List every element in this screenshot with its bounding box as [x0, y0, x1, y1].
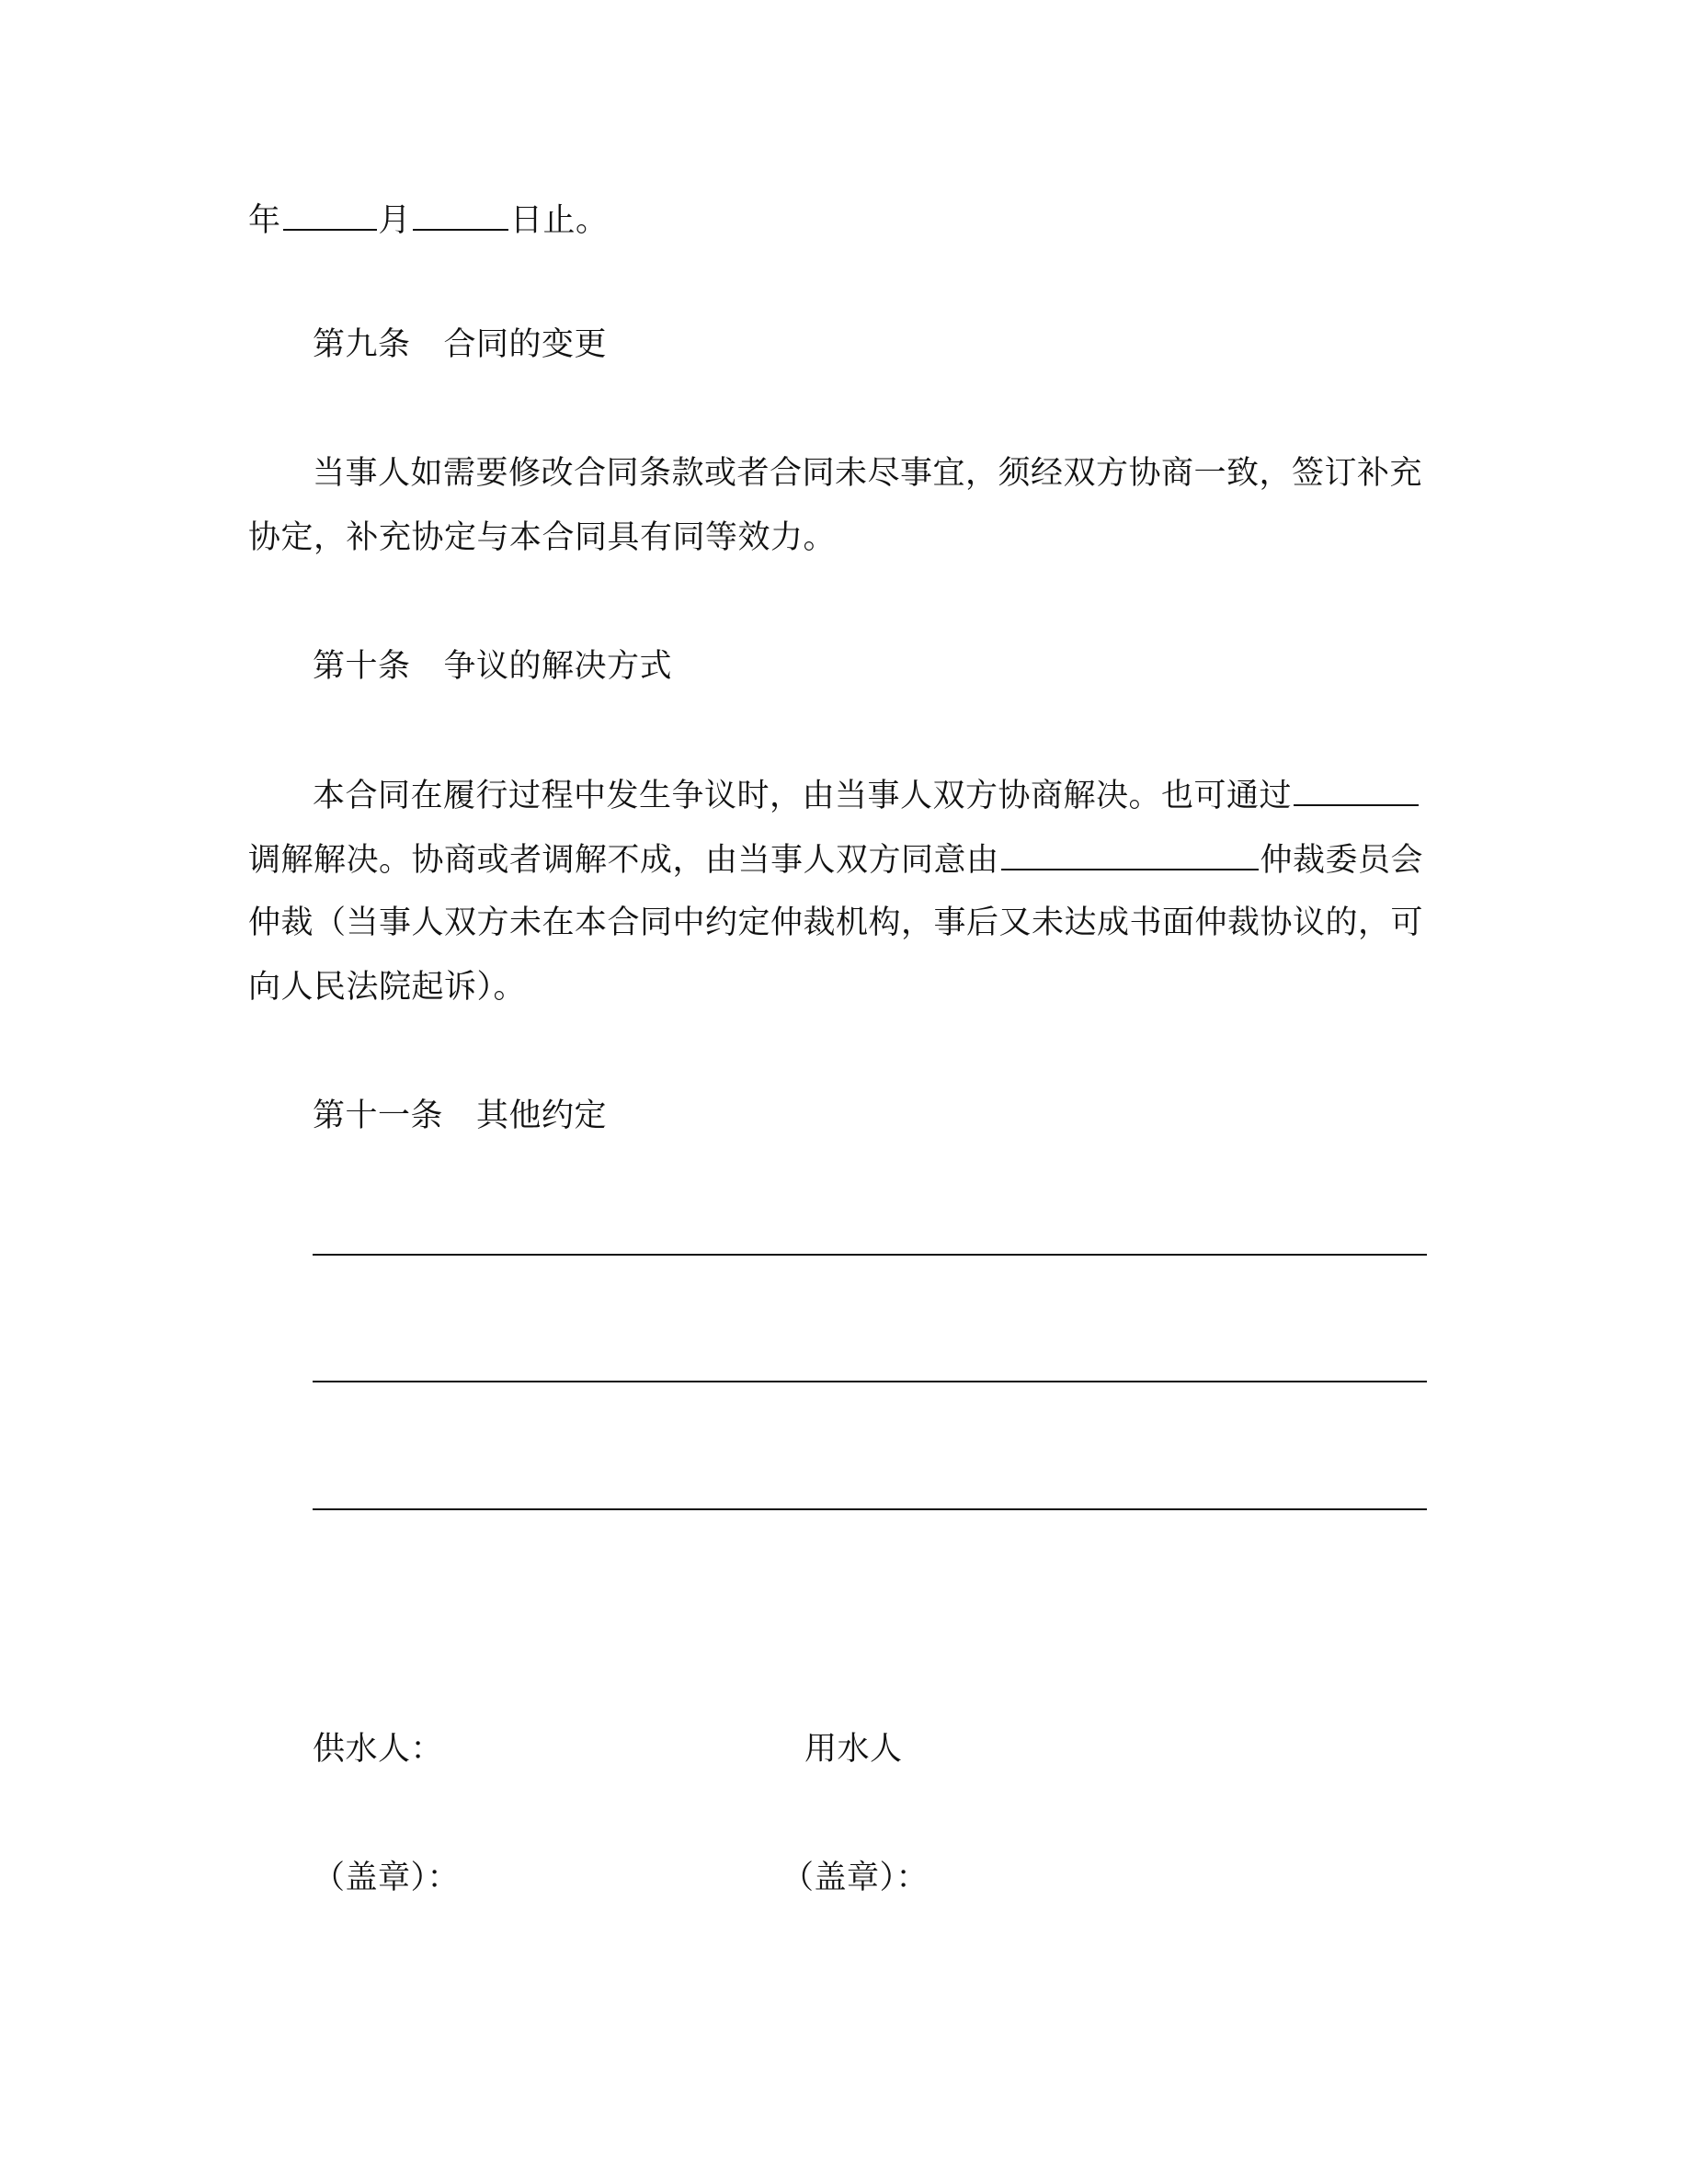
mediation-org-blank[interactable] [1294, 773, 1419, 806]
day-end-label: 日止。 [510, 202, 609, 239]
article10-line2-text-a: 调解解决。协商或者调解不成，由当事人双方同意由 [248, 842, 999, 879]
other-terms-blank-line-3[interactable] [313, 1508, 1427, 1510]
user-seal: （盖章）： [781, 1860, 930, 1896]
article10-title: 争议的解决方式 [443, 648, 673, 685]
article9-heading [313, 323, 607, 367]
date-end-line [248, 198, 609, 243]
other-terms-blank-line-1[interactable] [313, 1254, 1427, 1256]
supplier-label: 供水人： [313, 1731, 444, 1768]
arbitration-committee-blank[interactable] [1001, 837, 1259, 870]
article10-paragraph-line2 [248, 837, 1423, 882]
article10-line2-text-b: 仲裁委员会 [1260, 842, 1424, 879]
article9-number: 第九条 [313, 326, 411, 363]
article10-heading [313, 644, 672, 688]
day-blank[interactable] [413, 198, 508, 231]
article9-paragraph-line2: 协定，补充协定与本合同具有同等效力。 [248, 519, 837, 556]
article11-title: 其他约定 [476, 1098, 608, 1134]
month-blank[interactable] [283, 198, 377, 231]
article11-number: 第十一条 [313, 1098, 444, 1134]
article10-paragraph-line3: 仲裁（当事人双方未在本合同中约定仲裁机构，事后又未达成书面仲裁协议的，可 [248, 904, 1424, 941]
article9-title: 合同的变更 [443, 326, 608, 363]
other-terms-blank-line-2[interactable] [313, 1381, 1427, 1382]
article10-number: 第十条 [313, 648, 411, 685]
article11-heading [313, 1094, 607, 1138]
supplier-seal: （盖章）： [313, 1860, 461, 1896]
article10-paragraph-line4: 向人民法院起诉）。 [248, 969, 527, 1006]
article10-line1-text: 本合同在履行过程中发生争议时，由当事人双方协商解决。也可通过 [313, 778, 1293, 814]
article10-paragraph-line1 [313, 773, 1420, 818]
article9-paragraph-line1: 当事人如需要修改合同条款或者合同未尽事宜，须经双方协商一致，签订补充 [313, 455, 1423, 492]
year-label: 年 [248, 202, 281, 239]
user-label: 用水人 [804, 1731, 903, 1768]
month-label: 月 [378, 202, 412, 239]
